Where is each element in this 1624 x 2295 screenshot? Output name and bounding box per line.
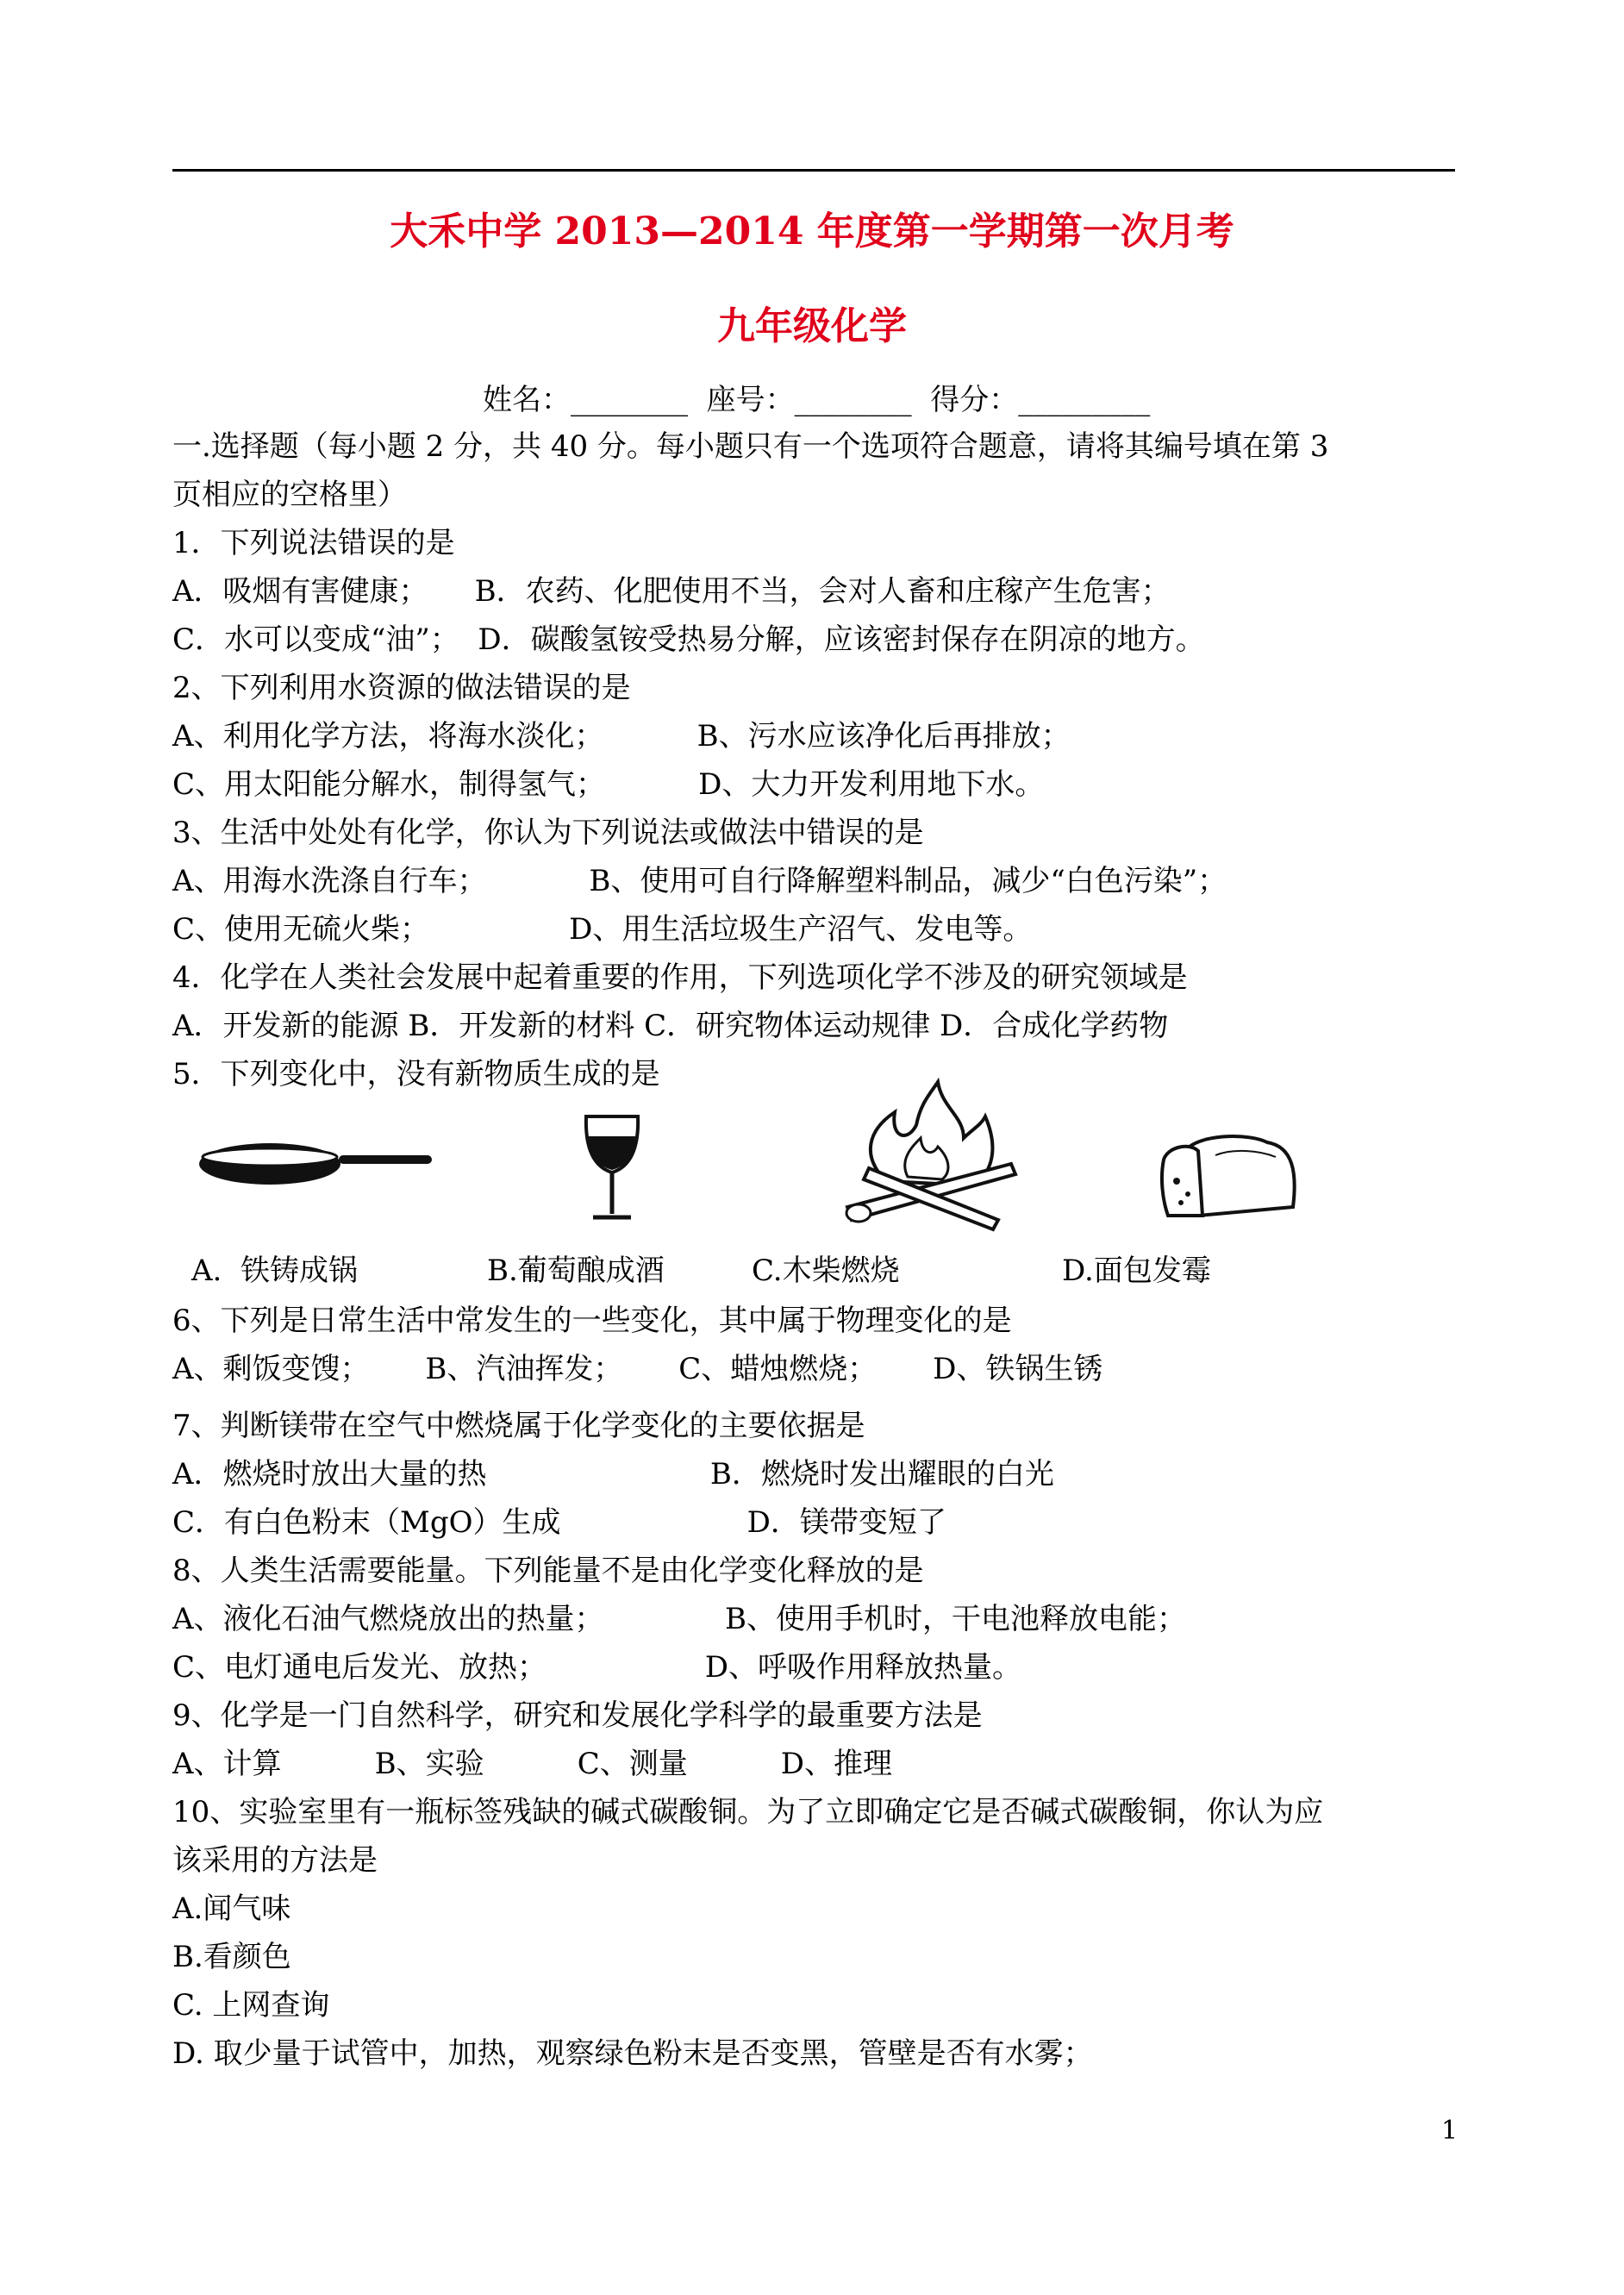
student-info-line: 姓名：________ 座号：________ 得分：_________ [483,383,1151,417]
question-1-options-cd: C．水可以变成“油”； D．碳酸氢铵受热易分解，应该密封保存在阴凉的地方。 [172,622,1205,657]
campfire-icon [834,1078,1024,1233]
question-6-stem: 6、下列是日常生活中常发生的一些变化，其中属于物理变化的是 [172,1304,1012,1338]
question-9-options: A、计算 B、实验 C、测量 D、推理 [172,1747,893,1781]
section-heading-cont: 页相应的空格里） [172,478,407,512]
question-5-option-d: D.面包发霉 [1062,1254,1211,1288]
question-10-option-a: A.闻气味 [172,1892,291,1926]
question-7-options-ab: A．燃烧时放出大量的热 B．燃烧时发出耀眼的白光 [172,1457,1054,1491]
question-8-options-ab: A、液化石油气燃烧放出的热量； B、使用手机时，干电池释放电能； [172,1602,1187,1636]
question-2-stem: 2、下列利用水资源的做法错误的是 [172,671,631,705]
question-3-stem: 3、生活中处处有化学，你认为下列说法或做法中错误的是 [172,816,924,850]
exam-subtitle: 九年级化学 [717,304,907,348]
question-5-option-b: B.葡萄酿成酒 [487,1254,665,1288]
question-8-options-cd: C、电灯通电后发光、放热； D、呼吸作用释放热量。 [172,1650,1022,1685]
section-heading: 一.选择题（每小题 2 分，共 40 分。每小题只有一个选项符合题意，请将其编号填在第 3 [172,429,1329,464]
question-10-stem-cont: 该采用的方法是 [172,1843,378,1878]
question-6-options: A、剩饭变馊； B、汽油挥发； C、蜡烛燃烧； D、铁锅生锈 [172,1352,1103,1386]
question-10-option-c: C. 上网查询 [172,1988,330,2023]
wine-glass-icon [578,1112,646,1224]
bread-icon [1155,1129,1302,1224]
question-1-options-ab: A．吸烟有害健康； B．农药、化肥使用不当，会对人畜和庄稼产生危害； [172,574,1171,609]
question-2-options-cd: C、用太阳能分解水，制得氢气； D、大力开发利用地下水。 [172,767,1045,802]
question-3-options-ab: A、用海水洗涤自行车； B、使用可自行降解塑料制品，减少“白色污染”； [172,864,1227,898]
question-7-stem: 7、判断镁带在空气中燃烧属于化学变化的主要依据是 [172,1409,865,1443]
question-3-options-cd: C、使用无硫火柴； D、用生活垃圾生产沼气、发电等。 [172,912,1033,947]
question-7-options-cd: C．有白色粉末（MgO）生成 D．镁带变短了 [172,1505,946,1540]
question-1-stem: 1．下列说法错误的是 [172,526,455,560]
frying-pan-icon [197,1129,438,1198]
question-5-stem: 5．下列变化中，没有新物质生成的是 [172,1057,660,1091]
question-10-option-b: B.看颜色 [172,1940,291,1974]
header-rule [172,169,1455,172]
question-5-option-c: C.木柴燃烧 [752,1254,900,1288]
question-10-stem: 10、实验室里有一瓶标签残缺的碱式碳酸铜。为了立即确定它是否碱式碳酸铜，你认为应 [172,1795,1324,1829]
question-9-stem: 9、化学是一门自然科学，研究和发展化学科学的最重要方法是 [172,1698,983,1733]
question-10-option-d: D. 取少量于试管中，加热，观察绿色粉末是否变黑，管壁是否有水雾； [172,2036,1093,2071]
question-5-option-a: A. 铁铸成锅 [191,1254,358,1288]
page-number: 1 [1441,2116,1458,2146]
question-2-options-ab: A、利用化学方法，将海水淡化； B、污水应该净化后再排放； [172,719,1071,754]
question-8-stem: 8、人类生活需要能量。下列能量不是由化学变化释放的是 [172,1554,924,1588]
question-4-stem: 4．化学在人类社会发展中起着重要的作用，下列选项化学不涉及的研究领域是 [172,960,1188,995]
question-4-options: A．开发新的能源 B．开发新的材料 C．研究物体运动规律 D．合成化学药物 [172,1009,1169,1043]
exam-title: 大禾中学 2013—2014 年度第一学期第一次月考 [390,209,1234,253]
